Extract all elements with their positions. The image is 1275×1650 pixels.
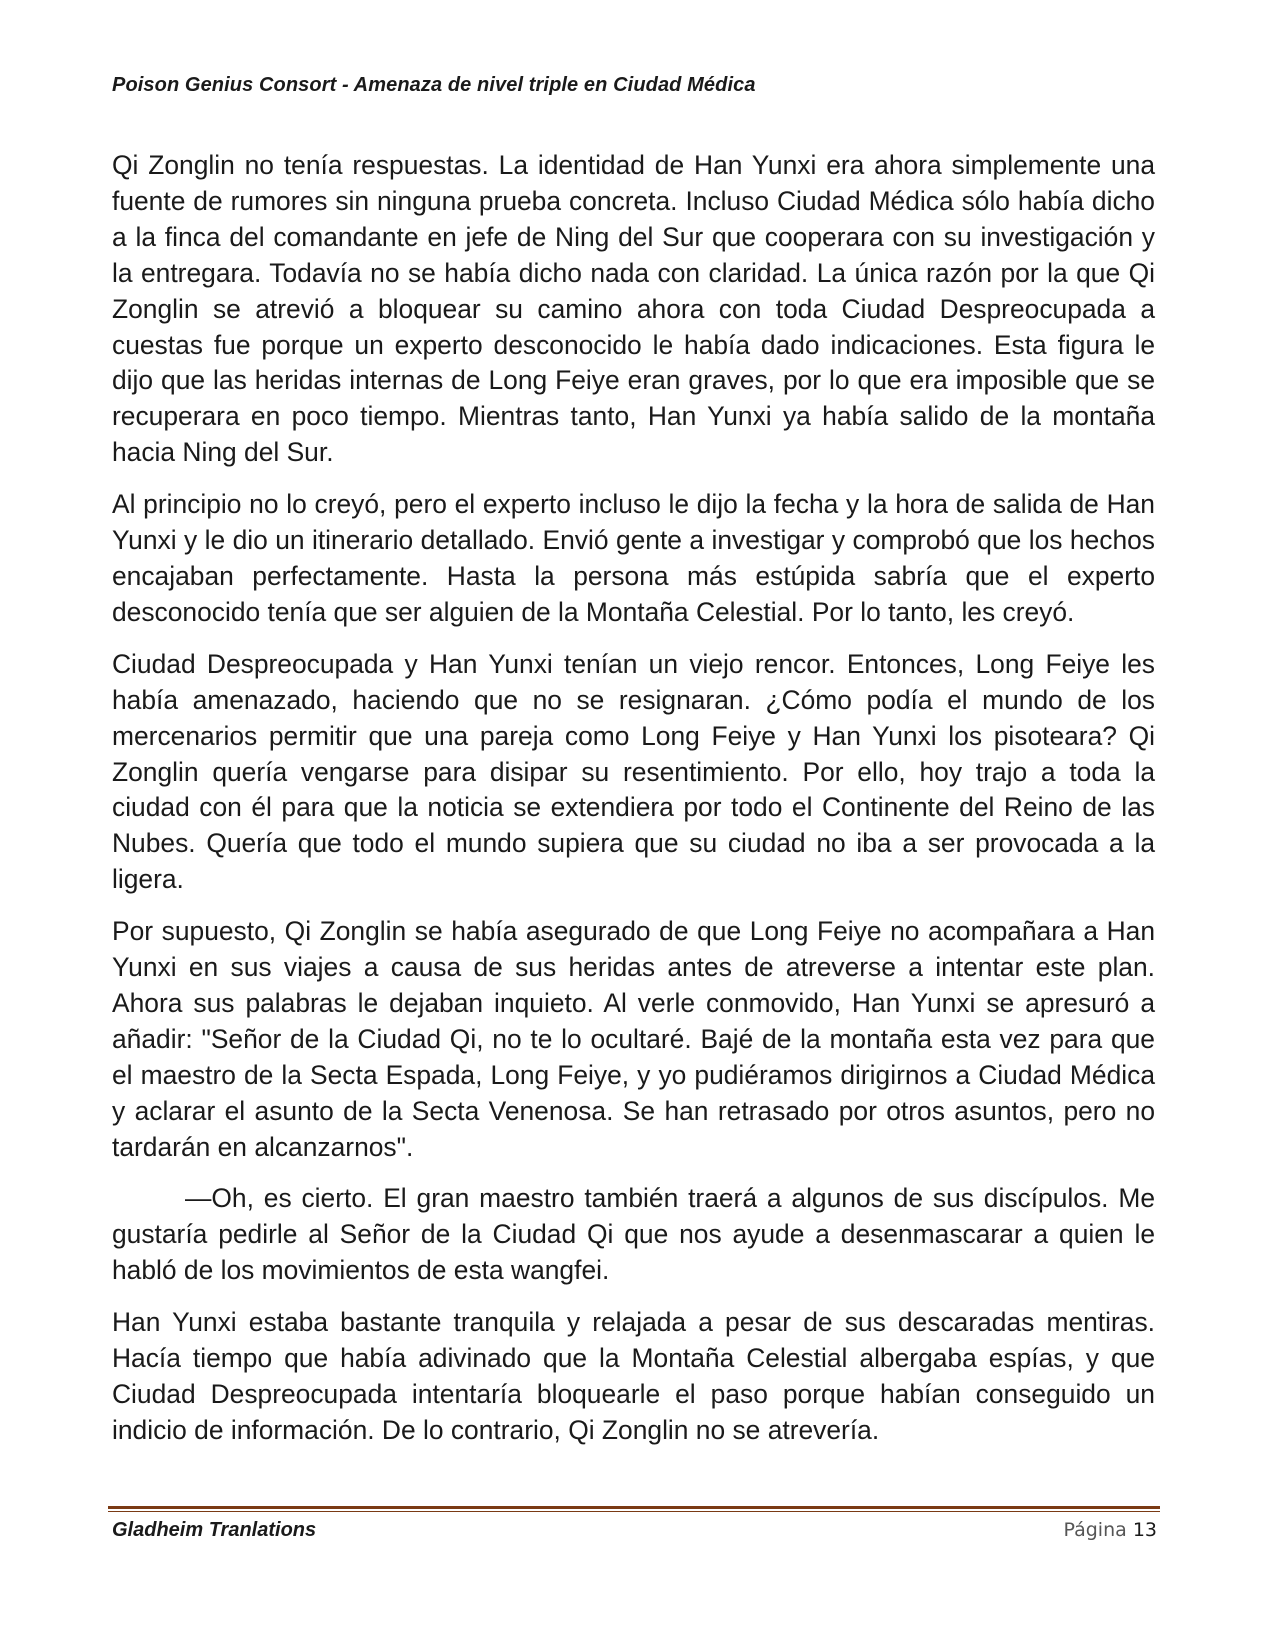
paragraph-5: —Oh, es cierto. El gran maestro también traerá a algunos de sus discípulos. Me gustaría pedirle al Señor de la Ciudad Qi que nos ayude a desenmascarar a quien le habló de los movimientos de esta wangfei. xyxy=(112,1183,1155,1286)
footer-credit: Gladheim Tranlations xyxy=(112,1519,317,1541)
footer-rule-thin xyxy=(108,1511,1160,1512)
paragraph-1: Qi Zonglin no tenía respuestas. La identidad de Han Yunxi era ahora simplemente una fuente de rumores sin ninguna prueba concreta. Incluso Ciudad Médica sólo había dicho a la finca del comandante en jefe de Ning del Sur que cooperara con su investigación y la entregara. Todavía no se había dicho nada con claridad. La única razón por la que Qi Zonglin se atrevió a bloquear su camino ahora con toda Ciudad Despreocupada a cuestas fue porque un experto desconocido le había dado indicaciones. Esta figura le dijo que las heridas internas de Long Feiye eran graves, por lo que era imposible que se recuperara en poco tiempo. Mientras tanto, Han Yunxi ya había salido de la montaña hacia Ning del Sur. xyxy=(112,150,1155,468)
running-header: Poison Genius Consort - Amenaza de nivel triple en Ciudad Médica xyxy=(112,74,756,96)
paragraph-4: Por supuesto, Qi Zonglin se había asegurado de que Long Feiye no acompañara a Han Yunxi en sus viajes a causa de sus heridas antes de atreverse a intentar este plan. Ahora sus palabras le dejaban inquieto. Al verle conmovido, Han Yunxi se apresuró a añadir: "Señor de la Ciudad Qi, no te lo ocultaré. Bajé de la montaña esta vez para que el maestro de la Secta Espada, Long Feiye, y yo pudiéramos dirigirnos a Ciudad Médica y aclarar el asunto de la Secta Venenosa. Se han retrasado por otros asuntos, pero no tardarán en alcanzarnos". xyxy=(112,916,1155,1162)
paragraph-2: Al principio no lo creyó, pero el experto incluso le dijo la fecha y la hora de salida de Han Yunxi y le dio un itinerario detallado. Envió gente a investigar y comprobó que los hechos encajaban perfectamente. Hasta la persona más estúpida sabría que el experto desconocido tenía que ser alguien de la Montaña Celestial. Por lo tanto, les creyó. xyxy=(112,489,1155,627)
body-text xyxy=(112,148,1155,1465)
paragraph-6: Han Yunxi estaba bastante tranquila y relajada a pesar de sus descaradas mentiras. Hacía tiempo que había adivinado que la Montaña Celestial albergaba espías, y que Ciudad Despreocupada intentaría bloquearle el paso porque habían conseguido un indicio de información. De lo contrario, Qi Zonglin no se atrevería. xyxy=(112,1307,1155,1445)
page-label: Página xyxy=(1063,1519,1127,1541)
page-number xyxy=(1063,1519,1157,1541)
footer-rule-thick xyxy=(108,1506,1160,1509)
page-number-value: 13 xyxy=(1132,1519,1157,1541)
paragraph-3: Ciudad Despreocupada y Han Yunxi tenían un viejo rencor. Entonces, Long Feiye les había amenazado, haciendo que no se resignaran. ¿Cómo podía el mundo de los mercenarios permitir que una pareja como Long Feiye y Han Yunxi los pisoteara? Qi Zonglin quería vengarse para disipar su resentimiento. Por ello, hoy trajo a toda la ciudad con él para que la noticia se extendiera por todo el Continente del Reino de las Nubes. Quería que todo el mundo supiera que su ciudad no iba a ser provocada a la ligera. xyxy=(112,648,1155,895)
